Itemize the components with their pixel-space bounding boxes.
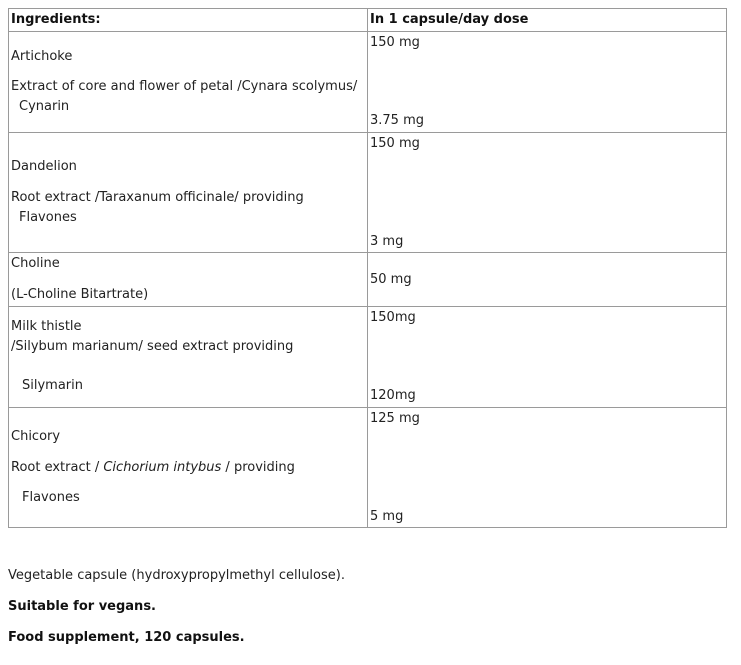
ingredient-name: Milk thistle: [11, 319, 82, 334]
ingredient-active: Flavones: [19, 210, 77, 225]
ingredient-extract: /Silybum marianum/ seed extract providing: [11, 339, 294, 354]
dose-main: 150 mg: [370, 35, 420, 50]
ingredient-active: Silymarin: [22, 378, 83, 393]
ingredient-name: Choline: [11, 256, 60, 271]
ingredients-table: [8, 8, 727, 528]
extract-prefix: Root extract /: [11, 460, 104, 475]
ingredient-extract: Extract of core and flower of petal /Cynara scolymus/: [11, 79, 358, 94]
ingredient-name: Chicory: [11, 429, 61, 444]
dose-active: 3 mg: [370, 234, 404, 249]
dose-active: 3.75 mg: [370, 113, 424, 128]
dose-active: 5 mg: [370, 509, 404, 524]
row-divider: [9, 31, 726, 32]
header-ingredients: Ingredients:: [11, 12, 101, 27]
ingredient-name: Artichoke: [11, 49, 73, 64]
row-divider: [9, 306, 726, 307]
dose-active: 120mg: [370, 388, 416, 403]
vegan-note: Suitable for vegans.: [8, 599, 156, 614]
capsule-note: Vegetable capsule (hydroxypropylmethyl cellulose).: [8, 568, 345, 583]
ingredient-active: Flavones: [22, 490, 80, 505]
ingredient-name: Dandelion: [11, 159, 77, 174]
ingredient-extract: Root extract /Taraxanum officinale/ providing: [11, 190, 304, 205]
column-divider: [367, 9, 368, 527]
dose-main: 125 mg: [370, 411, 420, 426]
ingredient-extract: [11, 460, 295, 476]
supplement-note: Food supplement, 120 capsules.: [8, 630, 245, 645]
extract-suffix: / providing: [221, 460, 295, 475]
row-divider: [9, 132, 726, 133]
dose-main: 50 mg: [370, 272, 412, 287]
dose-main: 150mg: [370, 310, 416, 325]
dose-main: 150 mg: [370, 136, 420, 151]
header-dose: In 1 capsule/day dose: [370, 12, 529, 27]
ingredient-extract: (L-Choline Bitartrate): [11, 287, 149, 302]
row-divider: [9, 407, 726, 408]
row-divider: [9, 252, 726, 253]
extract-latin-name: Cichorium intybus: [103, 460, 222, 475]
ingredient-active: Cynarin: [19, 99, 70, 114]
